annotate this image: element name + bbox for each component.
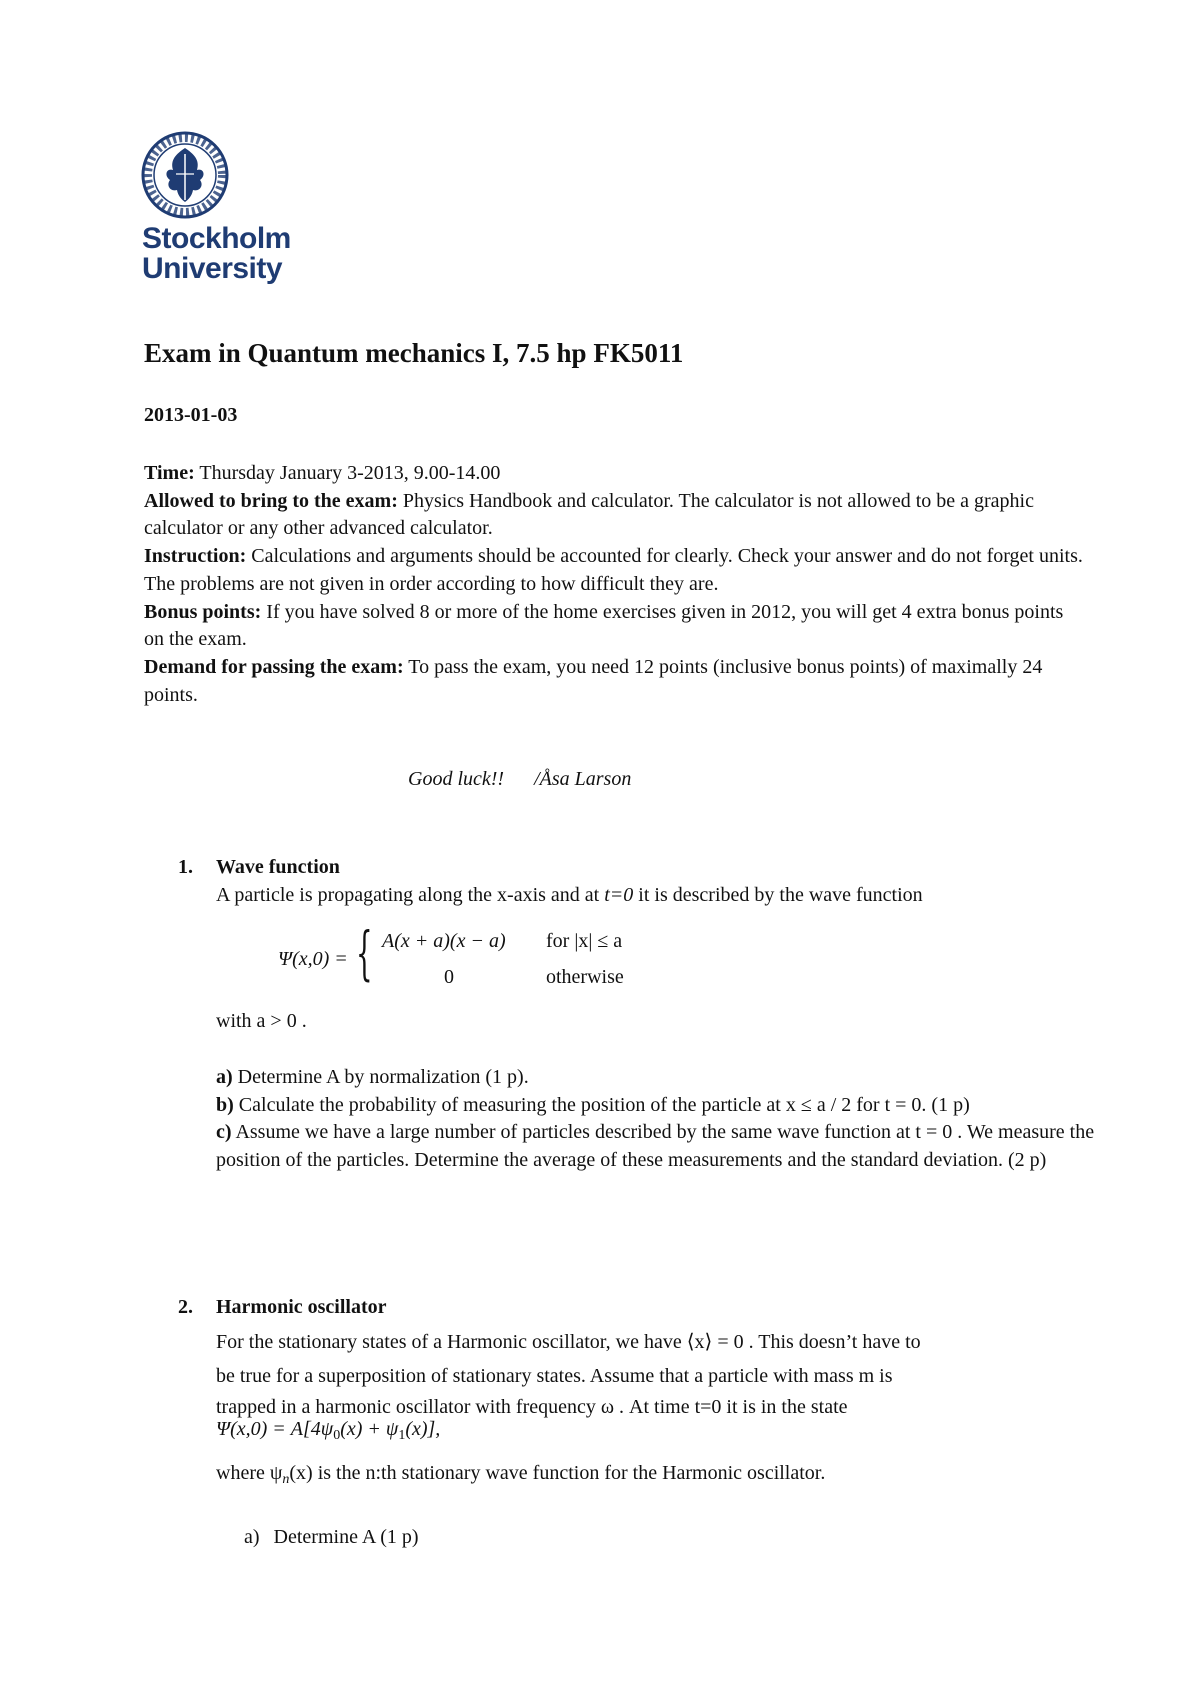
university-logo [140, 130, 310, 290]
question-1-part-b-text: Calculate the probability of measuring the position of the particle at x ≤ a / 2 for t = 0. (1 p) [233, 1093, 970, 1116]
formula-brace: { [356, 919, 373, 987]
university-seal-icon [140, 130, 230, 220]
info-demand-label: Demand for passing the exam: [144, 655, 404, 678]
info-time-text: Thursday January 3-2013, 9.00-14.00 [194, 462, 501, 484]
question-1-intro-a: A particle is propagating along the x-axis and at [216, 884, 605, 906]
question-1-intro-b: it is described by the wave function [633, 884, 923, 906]
formula-case1-cond: for |x| ≤ a [546, 930, 623, 952]
question-2-number: 2. [178, 1296, 193, 1318]
question-1-part-c-text: Assume we have a large number of particles described by the same wave function at t = 0 . We measure the position of the particles. Determine the average of these measurements and the standard deviation. (2 p) [216, 1121, 1095, 1172]
info-allowed [144, 488, 1084, 543]
formula-case1: A(x + a)(x − a) [382, 930, 506, 952]
exam-date: 2013-01-03 [144, 404, 238, 426]
info-bonus-text: If you have solved 8 or more of the home exercises given in 2012, you will get 4 extra bonus points on the exam. [144, 600, 1064, 651]
question-2-heading [0, 1296, 1200, 1326]
info-bonus-label: Bonus points: [144, 600, 262, 623]
formula-case2-cond: otherwise [546, 966, 624, 988]
question-1-part-c-label: c) [216, 1121, 232, 1144]
signoff [408, 768, 631, 791]
question-1-intro-t0: t=0 [604, 884, 634, 906]
question-2-line-2: be true for a superposition of stationary states. Assume that a particle with mass m is [216, 1365, 893, 1387]
question-1-with: with a > 0 . [216, 1010, 307, 1032]
exam-info [144, 460, 1084, 709]
signoff-author: /Åsa Larson [534, 768, 632, 790]
info-time [144, 460, 1084, 488]
question-2-line-1: For the stationary states of a Harmonic oscillator, we have ⟨x⟩ = 0 . This doesn’t have to [216, 1331, 921, 1353]
question-2-part-a [244, 1524, 1124, 1552]
question-1-part-a [216, 1064, 1096, 1092]
info-instruction-text: Calculations and arguments should be accounted for clearly. Check your answer and do not forget units. The problems are not given in order according to how difficult they are. [144, 545, 1083, 595]
question-1-number: 1. [178, 856, 193, 878]
question-2-part-a-text: Determine A (1 p) [273, 1526, 419, 1548]
question-1-part-a-text: Determine A by normalization (1 p). [232, 1066, 529, 1088]
formula-lhs: Ψ(x,0) = [278, 948, 348, 970]
question-2-title: Harmonic oscillator [216, 1296, 387, 1318]
info-demand [144, 654, 1084, 709]
question-1-part-b [216, 1092, 1096, 1120]
info-instruction-label: Instruction: [144, 545, 247, 568]
formula-case2: 0 [444, 966, 454, 988]
question-1-intro [216, 882, 1096, 910]
question-2-where-a: where ψ [216, 1462, 283, 1484]
question-2-state [216, 1416, 1096, 1450]
info-bonus [144, 599, 1084, 654]
question-2-part-a-label: a) [244, 1526, 260, 1548]
question-1-title: Wave function [216, 856, 340, 878]
question-2-state-sub1: 1 [398, 1428, 406, 1443]
question-2-state-end: (x)], [405, 1418, 441, 1440]
question-1-parts [216, 1064, 1096, 1175]
info-allowed-text: Physics Handbook and calculator. The calculator is not allowed to be a graphic calculator or any other advanced calculator. [144, 489, 1034, 540]
exam-title: Exam in Quantum mechanics I, 7.5 hp FK5011 [144, 338, 684, 368]
question-2-text [216, 1325, 1096, 1421]
question-2-state-lhs: Ψ(x,0) = A[4ψ [216, 1418, 334, 1440]
signoff-text: Good luck!! [408, 768, 505, 790]
question-2-line-3: trapped in a harmonic oscillator with frequency ω . At time t=0 it is in the state [216, 1396, 848, 1418]
info-time-label: Time: [144, 462, 195, 484]
question-2-where-sub: n [282, 1472, 290, 1487]
question-2-where [216, 1460, 1096, 1494]
question-1-part-b-label: b) [216, 1093, 234, 1116]
logo-word-stockholm: Stockholm [142, 222, 291, 255]
question-2-where-b: (x) is the n:th stationary wave function for the Harmonic oscillator. [289, 1462, 826, 1484]
question-1-part-a-label: a) [216, 1066, 233, 1088]
question-2-state-sub0: 0 [333, 1428, 341, 1443]
logo-word-university: University [142, 252, 283, 285]
info-demand-text: To pass the exam, you need 12 points (inclusive bonus points) of maximally 24 points. [144, 655, 1043, 706]
question-1-part-c [216, 1119, 1096, 1174]
info-instruction [144, 543, 1084, 598]
wave-function-formula [278, 919, 678, 994]
question-2-state-mid: (x) + ψ [340, 1418, 399, 1440]
info-allowed-label: Allowed to bring to the exam: [144, 489, 398, 512]
